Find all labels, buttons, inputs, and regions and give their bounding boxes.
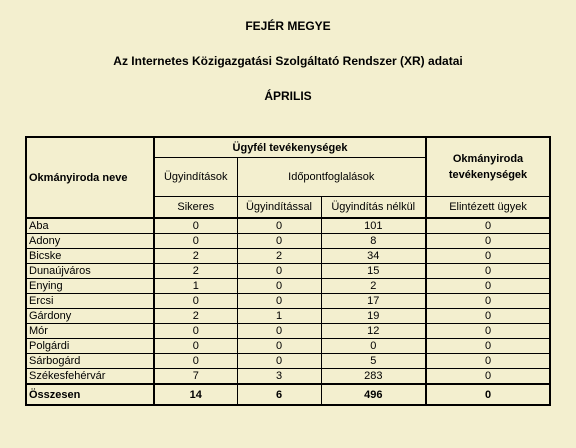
office-name-cell: Adony (26, 234, 154, 249)
success-cell: 0 (154, 218, 237, 234)
office-name-cell: Ercsi (26, 294, 154, 309)
initiations-header: Ügyindítások (154, 158, 237, 197)
table-row (26, 249, 550, 264)
with-initiation-cell: 0 (237, 354, 321, 369)
table-row (26, 279, 550, 294)
office-name-cell: Bicske (26, 249, 154, 264)
with-initiation-cell: 0 (237, 264, 321, 279)
success-cell: 0 (154, 234, 237, 249)
county-title: FEJÉR MEGYE (245, 19, 331, 33)
table-row (26, 309, 550, 324)
without-initiation-cell: 15 (321, 264, 426, 279)
without-initiation-cell: 34 (321, 249, 426, 264)
statistics-table (25, 136, 551, 406)
total-row (26, 384, 550, 405)
with-initiation-cell: 0 (237, 279, 321, 294)
without-initiation-cell: 12 (321, 324, 426, 339)
table-row (26, 294, 550, 309)
with-initiation-header: Ügyindítással (237, 197, 321, 219)
office-name-cell: Gárdony (26, 309, 154, 324)
appointments-header: Időpontfoglalások (237, 158, 426, 197)
completed-cases-cell: 0 (426, 279, 550, 294)
completed-cases-header: Elintézett ügyek (426, 197, 550, 219)
office-name-cell: Aba (26, 218, 154, 234)
without-initiation-cell: 19 (321, 309, 426, 324)
report-subtitle: Az Internetes Közigazgatási Szolgáltató Rendszer (XR) adatai (113, 54, 463, 68)
office-name-cell: Mór (26, 324, 154, 339)
success-cell: 2 (154, 249, 237, 264)
client-activities-header: Ügyfél tevékenységek (154, 137, 426, 158)
success-cell: 0 (154, 324, 237, 339)
office-name-header: Okmányiroda neve (26, 137, 154, 218)
success-cell: 2 (154, 264, 237, 279)
with-initiation-cell: 0 (237, 339, 321, 354)
total-without-initiation: 496 (321, 384, 426, 405)
table-row (26, 218, 550, 234)
total-completed: 0 (426, 384, 550, 405)
table-row (26, 324, 550, 339)
completed-cases-cell: 0 (426, 218, 550, 234)
total-with-initiation: 6 (237, 384, 321, 405)
success-cell: 0 (154, 354, 237, 369)
completed-cases-cell: 0 (426, 264, 550, 279)
without-initiation-cell: 283 (321, 369, 426, 385)
with-initiation-cell: 3 (237, 369, 321, 385)
office-name-cell: Enying (26, 279, 154, 294)
completed-cases-cell: 0 (426, 234, 550, 249)
completed-cases-cell: 0 (426, 249, 550, 264)
success-cell: 7 (154, 369, 237, 385)
office-name-cell: Polgárdi (26, 339, 154, 354)
table-row (26, 339, 550, 354)
table-row (26, 264, 550, 279)
with-initiation-cell: 0 (237, 218, 321, 234)
without-initiation-cell: 101 (321, 218, 426, 234)
with-initiation-cell: 1 (237, 309, 321, 324)
with-initiation-cell: 0 (237, 294, 321, 309)
table-row (26, 354, 550, 369)
success-cell: 0 (154, 339, 237, 354)
completed-cases-cell: 0 (426, 369, 550, 385)
total-success: 14 (154, 384, 237, 405)
office-name-cell: Sárbogárd (26, 354, 154, 369)
month-title: ÁPRILIS (264, 89, 312, 103)
without-initiation-cell: 8 (321, 234, 426, 249)
success-cell: 2 (154, 309, 237, 324)
without-initiation-cell: 0 (321, 339, 426, 354)
total-label: Összesen (26, 384, 154, 405)
without-initiation-cell: 2 (321, 279, 426, 294)
table-row (26, 234, 550, 249)
success-header: Sikeres (154, 197, 237, 219)
completed-cases-cell: 0 (426, 339, 550, 354)
office-name-cell: Dunaújváros (26, 264, 154, 279)
success-cell: 0 (154, 294, 237, 309)
success-cell: 1 (154, 279, 237, 294)
office-name-cell: Székesfehérvár (26, 369, 154, 385)
completed-cases-cell: 0 (426, 309, 550, 324)
office-activities-header: Okmányiroda tevékenységek (426, 137, 550, 197)
completed-cases-cell: 0 (426, 294, 550, 309)
without-initiation-cell: 17 (321, 294, 426, 309)
with-initiation-cell: 0 (237, 234, 321, 249)
without-initiation-cell: 5 (321, 354, 426, 369)
with-initiation-cell: 2 (237, 249, 321, 264)
table-row (26, 369, 550, 385)
without-initiation-header: Ügyindítás nélkül (321, 197, 426, 219)
completed-cases-cell: 0 (426, 354, 550, 369)
completed-cases-cell: 0 (426, 324, 550, 339)
with-initiation-cell: 0 (237, 324, 321, 339)
